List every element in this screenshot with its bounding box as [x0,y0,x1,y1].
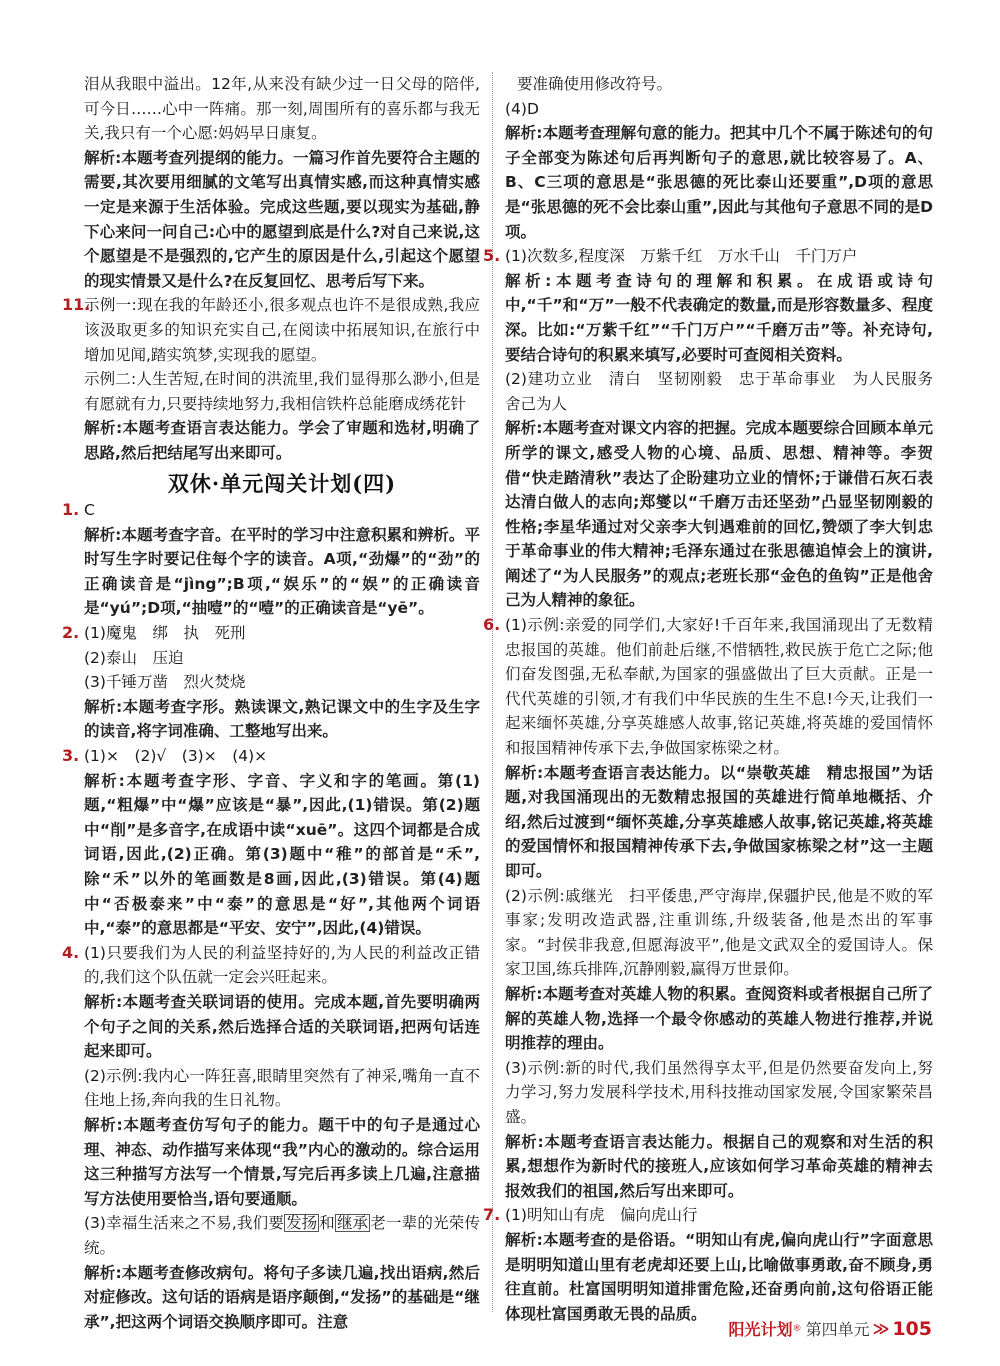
answer-2: (2)示例:戚继光 扫平倭患,严守海岸,保疆护民,他是不败的军事家;发明改造武器,注重训练,升级装备,他是杰出的军事家。“封侯非我意,但愿海波平”,他是文武双全的爱国诗人。保家卫国,练兵排阵,沉静刚毅,赢得万世景仰。 [505,886,933,979]
section-title: 双休·单元闯关计划(四) [167,470,397,496]
question-7 [483,1203,933,1326]
analysis: 解析:本题考查语言表达能力。学会了审题和选材,明确了思路,然后把结尾写出来即可。 [84,419,480,462]
answer-3: (3)示例:新的时代,我们虽然得享太平,但是仍然要奋发向上,努力学习,努力发展科学技术,用科技推动国家发展,令国家繁荣昌盛。 [505,1058,933,1126]
question-number: 2. [62,623,80,643]
answer-line: (3)千锤万凿 烈火焚烧 [84,673,246,692]
intro-analysis: 解析:本题考查列提纲的能力。一篇习作首先要符合主题的需要,其次要用细腻的文笔写出真情实感,而这种真情实感一定是来源于生活体验。完成这些题,要以现实为基础,静下心来问一问自己:心中的愿望到底是什么?对自己来说,这个愿望是不是强烈的,它产生的原因是什么,引起这个愿望的现实情景又是什么?在反复回忆、思考后写下来。 [84,148,480,290]
answer: C [84,501,95,520]
question-number: 5. [483,246,501,266]
question-6 [483,613,933,1203]
right-column [483,72,949,1326]
analysis-3: 解析:本题考查修改病句。将句子多读几遍,找出语病,然后对症修改。这句话的语病是语序颠倒,“发扬”的基础是“继承”,把这两个词语交换顺序即可。注意 [84,1263,480,1331]
answer-example-2: 示例二:人生苦短,在时间的洪流里,我们显得那么渺小,但是有愿就有力,只要持续地努力,我相信铁杵总能磨成绣花针 [84,370,480,413]
question-2 [62,621,480,744]
analysis-1: 解析:本题考查语言表达能力。以“崇敬英雄 精忠报国”为话题,对我国涌现出的无数精忠报国的英雄进行简单地概括、介绍,然后过渡到“缅怀英雄,分享英雄感人故事,铭记英雄,将英雄的爱国情怀和报国精神传承下去,争做国家栋梁之材”这一主题即可。 [505,763,933,880]
left-column [62,72,480,1334]
analysis-1: 解析:本题考查关联词语的使用。完成本题,首先要明确两个句子之间的关系,然后选择合适的关联词语,把两句话连起来即可。 [84,992,480,1061]
analysis: 解析:本题考查字音。在平时的学习中注意积累和辨析。平时写生字时要记住每个字的读音。A项,“劲爆”的“劲”的正确读音是“jìng”;B项,“娱乐”的“娱”的正确读音是“yú”;D项,“抽噎”的“噎”的正确读音是“yē”。 [84,525,480,618]
question-11 [62,293,480,465]
question-number: 1. [62,500,80,520]
page-number: 105 [892,1317,932,1340]
analysis-3: 解析:本题考查语言表达能力。根据自己的观察和对生活的积累,想想作为新时代的接班人,应该如何学习革命英雄的精神去报效我们的祖国,然后写出来即可。 [505,1132,933,1200]
answer-1: (1)次数多,程度深 万紫千红 万水千山 千门万户 [505,247,858,266]
question-number: 3. [62,746,80,766]
analysis-2: 解析:本题考查对英雄人物的积累。查阅资料或者根据自己所了解的英雄人物,选择一个最令你感动的英雄人物进行推荐,并说明推荐的理由。 [505,984,933,1053]
intro-paragraph: 泪从我眼中溢出。12年,从来没有缺少过一日父母的陪伴,可今日……心中一阵痛。那一刻,周围所有的喜乐都与我无关,我只有一个心愿:妈妈早日康复。 [84,75,480,143]
double-arrow-icon: ≫ [872,1319,890,1338]
question-4 [62,941,480,1335]
question-1 [62,498,480,621]
question-3 [62,744,480,941]
answer-3-mid: 和 [319,1214,336,1233]
answer-2: (2)建功立业 清白 坚韧刚毅 忠于革命事业 为人民服务 舍己为人 [505,370,949,413]
answer-line: (2)泰山 压迫 [84,648,184,667]
answer-1: (1)只要我们为人民的利益坚持好的,为人民的利益改正错的,我们这个队伍就一定会兴旺起来。 [84,943,480,987]
analysis: 解析:本题考查字形。熟读课文,熟记课文中的生字及生字的读音,将字词准确、工整地写出来。 [84,697,480,741]
page-footer [729,1317,932,1340]
answer: (1)× (2)√ (3)× (4)× [84,747,268,766]
analysis-2: 解析:本题考查仿写句子的能力。题干中的句子是通过心理、神态、动作描写来体现“我”内心的激动的。综合运用这三种描写方法写一个情景,写完后再多读上几遍,注意描写方法使用要恰当,语句要通顺。 [84,1115,480,1208]
answer-3-post: 老一辈的光荣传统。 [84,1214,480,1257]
question-number: 7. [483,1205,501,1225]
question-5 [483,244,949,613]
answer-example-1: 示例一:现在我的年龄还小,很多观点也许不是很成熟,我应该汲取更多的知识充实自己,在阅读中拓展知识,在旅行中增加见闻,踏实筑梦,实现我的愿望。 [84,296,480,364]
answer-1: (1)示例:亲爱的同学们,大家好!千百年来,我国涌现出了无数精忠报国的英雄。他们前赴后继,不惜牺牲,救民族于危亡之际;他们奋发图强,无私奉献,为国家的强盛做出了巨大贡献。正是一代代英雄的引领,才有我们中华民族的生生不息!今天,让我们一起来缅怀英雄,分享英雄感人故事,铭记英雄,将英雄的爱国情怀和报国精神传承下去,争做国家栋梁之材。 [505,616,933,758]
unit-label: 第四单元 [805,1320,870,1339]
analysis-4-4: 解析:本题考查理解句意的能力。把其中几个不属于陈述句的句子全部变为陈述句后再判断句子的意思,就比较容易了。A、B、C三项的意思是“张思德的死比泰山还要重”,D项的意思是“张思德的死不会比泰山重”,因此与其他句子意思不同的是D项。 [505,124,933,241]
edit-mark-word-1: 发扬 [286,1214,318,1233]
edit-mark-word-2: 继承 [337,1214,369,1233]
analysis-1: 解析:本题考查的是俗语。“明知山有虎,偏向虎山行”字面意思是明明知道山里有老虎却还要上山,比喻做事勇敢,奋不顾身,勇往直前。杜富国明明知道排雷危险,还奋勇向前,这句俗语正能体现杜富国勇敢无畏的品质。 [505,1230,933,1323]
answer-4-4: (4)D [505,99,539,118]
answer-line: (1)魔鬼 绑 执 死刑 [84,624,246,643]
question-number: 6. [483,615,501,635]
analysis-1: 解析:本题考查诗句的理解和积累。在成语或诗句中,“千”和“万”一般不代表确定的数量,而是形容数量多、程度深。比如:“万紫千红”“千门万户”“千磨万击”等。补充诗句,要结合诗句的积累来填写,必要时可查阅相关资料。 [505,271,933,364]
question-number: 11. [62,295,91,315]
analysis-2: 解析:本题考查对课文内容的把握。完成本题要综合回顾本单元所学的课文,感受人物的心境、品质、思想、精神等。李贺借“快走踏清秋”表达了企盼建功立业的情怀;于谦借石灰石表达清白做人的志向;郑燮以“千磨万击还坚劲”凸显坚韧刚毅的性格;李星华通过对父亲李大钊遇难前的回忆,赞颂了李大钊忠于革命事业的伟大精神;毛泽东通过在张思德追悼会上的演讲,阐述了“为人民服务”的观点;老班长那“金色的鱼钩”正是他舍己为人精神的象征。 [505,419,933,610]
answer-3-pre: (3)幸福生活来之不易,我们要 [84,1214,285,1233]
brand-name: 阳光计划 [728,1320,793,1339]
answer-3 [84,1211,480,1260]
question-number: 4. [62,942,80,962]
answer-1: (1)明知山有虎 偏向虎山行 [505,1206,698,1225]
answer-2: (2)示例:我内心一阵狂喜,眼睛里突然有了神采,嘴角一直不住地上扬,奔向我的生日礼物。 [84,1066,480,1110]
analysis: 解析:本题考查字形、字音、字义和字的笔画。第(1)题,“粗爆”中“爆”应该是“暴”,因此,(1)错误。第(2)题中“削”是多音字,在成语中读“xuē”。这四个词都是合成词语,因此,(2)正确。第(3)题中“稚”的部首是“禾”,除“禾”以外的笔画数是8画,因此,(3)错误。第(4)题中“否极泰来”中“泰”的意思是“好”,其他两个词语中,“泰”的意思都是“平安、安宁”,因此,(4)错误。 [84,771,480,938]
continued-text: 要准确使用修改符号。 [517,75,673,93]
registered-mark: ® [792,1323,802,1334]
